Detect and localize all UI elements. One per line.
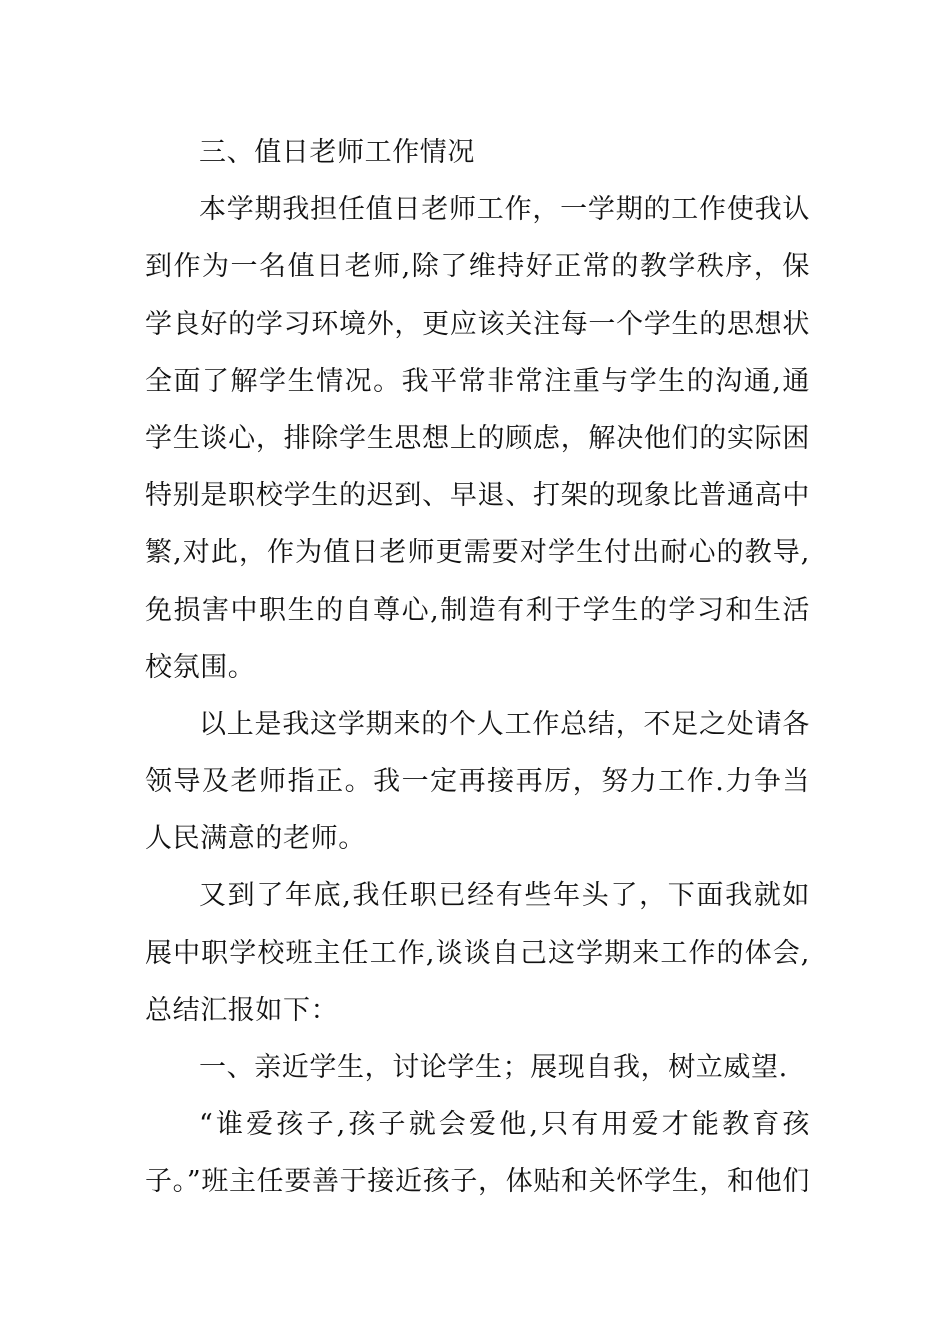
paragraph-line: 全面了解学生情况。我平常非常注重与学生的沟通,通 <box>145 365 810 397</box>
paragraph-line: 子。”班主任要善于接近孩子，体贴和关怀学生，和他们 <box>145 1166 810 1198</box>
document-body <box>145 124 810 1211</box>
paragraph-line: 学良好的学习环境外，更应该关注每一个学生的思想状 <box>145 308 810 340</box>
paragraph-line: 人民满意的老师。 <box>145 823 366 855</box>
paragraph-line: 免损害中职生的自尊心,制造有利于学生的学习和生活 <box>145 594 810 626</box>
section-heading: 三、值日老师工作情况 <box>199 137 475 168</box>
paragraph-line: “谁爱孩子,孩子就会爱他,只有用爱才能教育孩 <box>199 1109 810 1141</box>
paragraph-line: 校氛围。 <box>145 651 256 683</box>
paragraph-line: 学生谈心，排除学生思想上的顾虑，解决他们的实际困 <box>145 422 810 454</box>
section-heading: 一、亲近学生，讨论学生；展现自我，树立威望. <box>199 1052 788 1083</box>
paragraph-line: 本学期我担任值日老师工作，一学期的工作使我认 <box>199 194 810 226</box>
paragraph-line: 繁,对此，作为值日老师更需要对学生付出耐心的教导, <box>145 537 810 569</box>
paragraph-line: 领导及老师指正。我一定再接再厉，努力工作.力争当 <box>145 766 810 798</box>
paragraph-line: 到作为一名值日老师,除了维持好正常的教学秩序，保 <box>145 251 810 283</box>
paragraph-line: 又到了年底,我任职已经有些年头了，下面我就如 <box>199 880 810 912</box>
paragraph-line: 展中职学校班主任工作,谈谈自己这学期来工作的体会, <box>145 937 810 969</box>
paragraph-line: 特别是职校学生的迟到、早退、打架的现象比普通高中 <box>145 480 810 512</box>
paragraph-line: 总结汇报如下： <box>145 994 339 1026</box>
paragraph-line: 以上是我这学期来的个人工作总结，不足之处请各 <box>199 708 810 740</box>
